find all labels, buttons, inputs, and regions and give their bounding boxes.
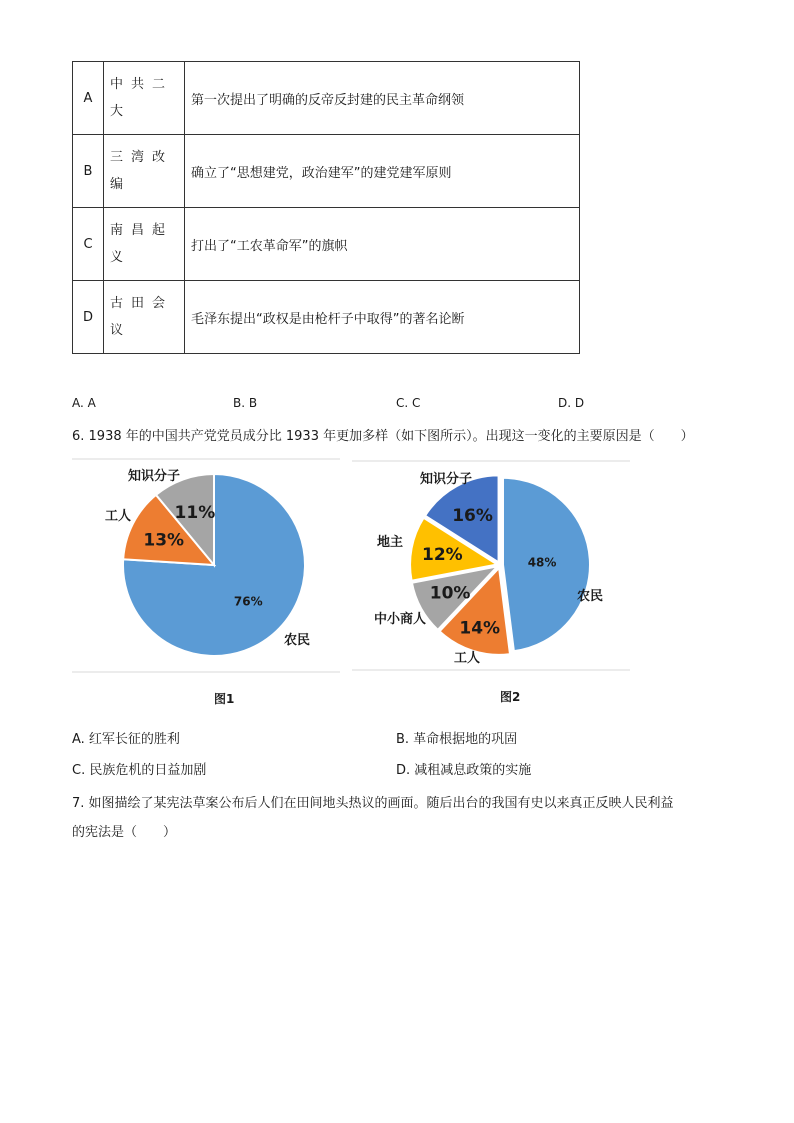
q5-option-d[interactable]: D. D bbox=[558, 396, 585, 410]
pie-chart-1 bbox=[72, 458, 342, 678]
slice-value-label: 12% bbox=[422, 544, 463, 565]
slice-category-label: 知识分子 bbox=[127, 469, 181, 484]
row-event: 中共二大 bbox=[104, 62, 185, 135]
row-event: 三湾改编 bbox=[104, 135, 185, 208]
table-row bbox=[73, 62, 580, 135]
slice-value-label: 13% bbox=[143, 530, 185, 551]
events-table bbox=[72, 61, 580, 354]
slice-category-label: 中小商人 bbox=[373, 612, 427, 627]
figure-2-caption: 图2 bbox=[500, 690, 521, 704]
figure-1-caption: 图1 bbox=[214, 692, 235, 706]
slice-category-label: 工人 bbox=[104, 509, 132, 524]
row-desc: 第一次提出了明确的反帝反封建的民主革命纲领 bbox=[185, 62, 580, 135]
pie-chart-2 bbox=[352, 460, 632, 672]
slice-category-label: 地主 bbox=[376, 535, 404, 550]
row-letter: A bbox=[73, 62, 104, 135]
row-desc: 确立了“思想建党，政治建军”的建党建军原则 bbox=[185, 135, 580, 208]
slice-category-label: 农民 bbox=[283, 633, 311, 648]
table-row bbox=[73, 135, 580, 208]
q6-option-c[interactable]: C. 民族危机的日益加剧 bbox=[72, 763, 207, 778]
q6-option-a[interactable]: A. 红军长征的胜利 bbox=[72, 732, 180, 747]
q5-option-a[interactable]: A. A bbox=[72, 396, 96, 410]
row-desc: 打出了“工农革命军”的旗帜 bbox=[185, 208, 580, 281]
slice-category-label: 农民 bbox=[576, 589, 604, 604]
q7-stem-line1: 7. 如图描绘了某宪法草案公布后人们在田间地头热议的画面。随后出台的我国有史以来真正反映人民利益 bbox=[72, 796, 674, 811]
row-letter: D bbox=[73, 281, 104, 354]
slice-category-label: 知识分子 bbox=[419, 472, 473, 487]
row-event: 古田会议 bbox=[104, 281, 185, 354]
q6-option-b[interactable]: B. 革命根据地的巩固 bbox=[396, 732, 518, 747]
row-letter: B bbox=[73, 135, 104, 208]
row-desc: 毛泽东提出“政权是由枪杆子中取得”的著名论断 bbox=[185, 281, 580, 354]
slice-value-label: 48% bbox=[527, 555, 557, 570]
slice-category-label: 工人 bbox=[453, 651, 481, 666]
slice-value-label: 11% bbox=[174, 502, 216, 523]
slice-value-label: 76% bbox=[233, 594, 263, 609]
q6-option-d[interactable]: D. 减租减息政策的实施 bbox=[396, 763, 532, 778]
table-row bbox=[73, 208, 580, 281]
q6-stem: 6. 1938 年的中国共产党党员成分比 1933 年更加多样（如下图所示）。出现这一变化的主要原因是（ ） bbox=[72, 429, 694, 444]
slice-value-label: 16% bbox=[452, 506, 493, 527]
slice-value-label: 14% bbox=[459, 618, 501, 639]
q7-stem-line2: 的宪法是（ ） bbox=[72, 825, 177, 840]
row-letter: C bbox=[73, 208, 104, 281]
slice-value-label: 10% bbox=[429, 583, 471, 604]
row-event: 南昌起义 bbox=[104, 208, 185, 281]
q5-option-b[interactable]: B. B bbox=[233, 396, 258, 410]
q5-option-c[interactable]: C. C bbox=[396, 396, 421, 410]
table-row bbox=[73, 281, 580, 354]
